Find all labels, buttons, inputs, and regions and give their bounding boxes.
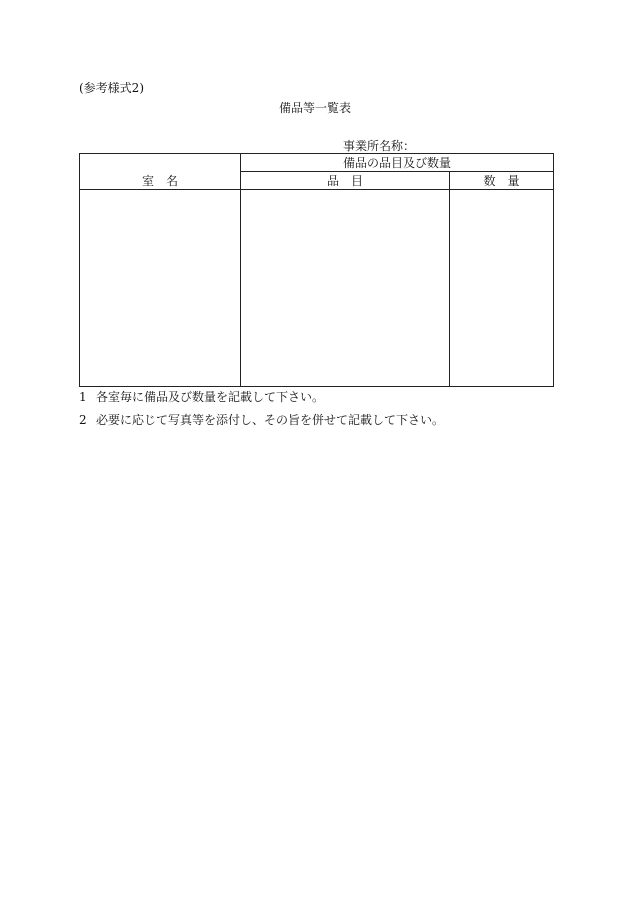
note-item — [79, 386, 444, 409]
item-cell[interactable] — [241, 190, 450, 387]
room-name-header — [80, 154, 241, 190]
room-name-header-label: 室 名 — [141, 174, 178, 188]
office-name-label: 事業所名称： — [343, 139, 416, 153]
form-reference: (参考様式2) — [79, 81, 144, 95]
note-text: 各室毎に備品及び数量を記載して下さい。 — [96, 390, 325, 404]
room-cell[interactable] — [80, 190, 241, 387]
equipment-table — [79, 153, 554, 387]
table-row — [80, 190, 554, 387]
note-item — [79, 409, 444, 432]
quantity-cell[interactable] — [450, 190, 554, 387]
notes-list — [79, 386, 444, 432]
item-header: 品 目 — [241, 172, 450, 190]
quantity-header: 数 量 — [450, 172, 554, 190]
equipment-header: 備品の品目及び数量 — [241, 154, 554, 172]
note-number: 2 — [79, 413, 87, 427]
note-number: 1 — [79, 390, 87, 404]
document-title: 備品等一覧表 — [278, 101, 351, 115]
table-header-row — [80, 154, 554, 172]
note-text: 必要に応じて写真等を添付し、その旨を併せて記載して下さい。 — [96, 413, 445, 427]
